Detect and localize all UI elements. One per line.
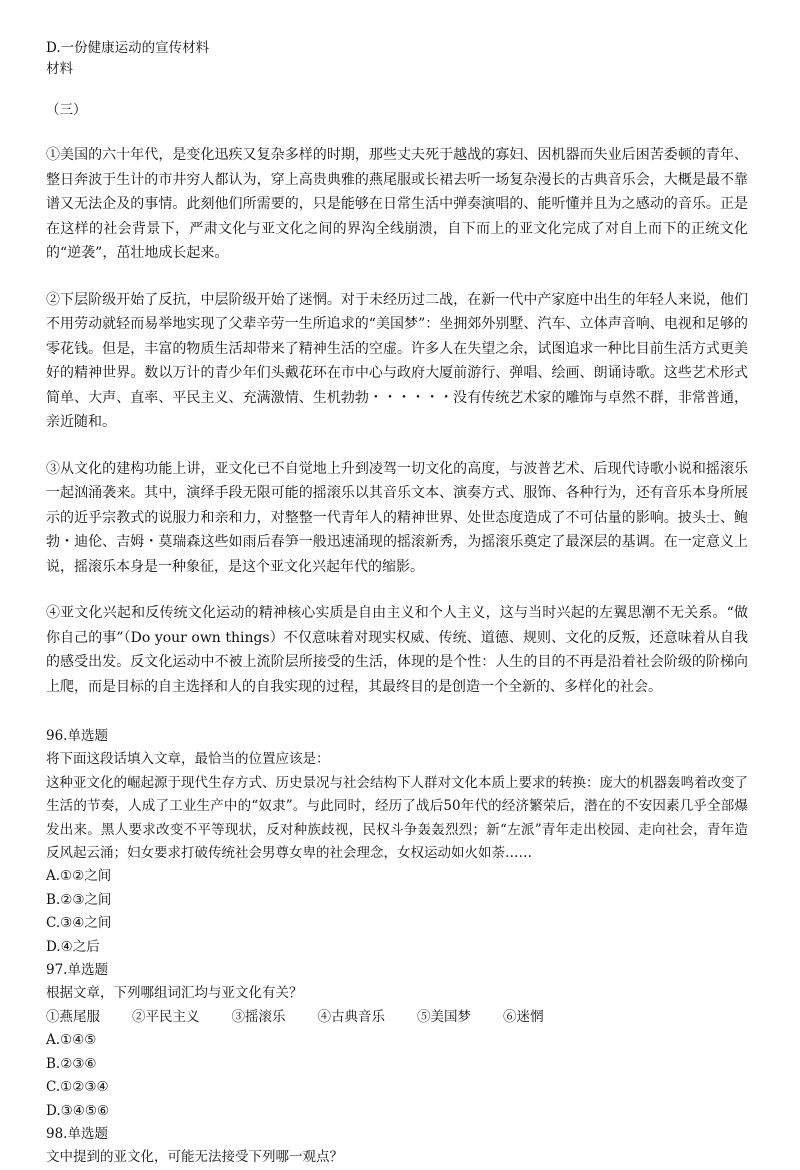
option-c[interactable]: C.③④之间 xyxy=(46,915,112,932)
paragraph-1: ①美国的六十年代，是变化迅疾又复杂多样的时期，那些丈夫死于越战的寡妇、因机器而失业后困苦委顿的青年、整日奔波于生计的市井穷人都认为，穿上高贵典雅的燕尾服或长裙去听一场复杂漫长的古典音乐会，大概是最不靠谱又无法企及的事情。此刻他们所需要的，只是能够在日常生活中弹奏演唱的、能听懂并且为之感动的音乐。正是在这样的社会背景下，严肃文化与亚文化之间的界沟全线崩溃，自下而上的亚文化完成了对自上而下的正统文化的“逆袭”，茁壮地成长起来。 xyxy=(46,147,748,261)
question-number: 96.单选题 xyxy=(46,728,108,744)
question-prompt: 将下面这段话填入文章，最恰当的位置应该是： xyxy=(46,751,330,768)
question-prompt: 根据文章，下列哪组词汇均与亚文化有关？ xyxy=(46,985,303,1002)
word-item: ③摇滚乐 xyxy=(231,1008,286,1025)
option-a[interactable]: A.①④⑤ xyxy=(46,1032,97,1049)
option-a[interactable]: A.①②之间 xyxy=(46,868,112,885)
section-label: （三） xyxy=(46,102,87,118)
option-b[interactable]: B.②③⑥ xyxy=(46,1055,97,1072)
word-item: ②平民主义 xyxy=(132,1008,200,1025)
paragraph-3: ③从文化的建构功能上讲，亚文化已不自觉地上升到凌驾一切文化的高度，与波普艺术、后现代诗歌小说和摇滚乐一起汹涌袭来。其中，演绎手段无限可能的摇滚乐以其音乐文本、演奏方式、服饰、各种行为，还有音乐本身所展示的近乎宗教式的说服力和亲和力，对整整一代青年人的精神世界、处世态度造成了不可估量的影响。披头士、鲍勃・迪伦、吉姆・莫瑞森这些如雨后春笋一般迅速涌现的摇滚新秀，为摇滚乐奠定了最深层的基调。在一定意义上说，摇滚乐本身是一种象征，是这个亚文化兴起年代的缩影。 xyxy=(46,460,748,575)
paragraph-2: ②下层阶级开始了反抗，中层阶级开始了迷惘。对于未经历过二战，在新一代中产家庭中出生的年轻人来说，他们不用劳动就轻而易举地实现了父辈辛劳一生所追求的“美国梦”：坐拥郊外别墅、汽车、立体声音响、电视和足够的零花钱。但是，丰富的物质生活却带来了精神生活的空虚。许多人在失望之余，试图追求一种比目前生活方式更美好的精神世界。数以万计的青少年们头戴花环在市中心与政府大厦前游行、弹唱、绘画、朗诵诗歌。这些艺术形式简单、大声、直率、平民主义、充满激情、生机勃勃・・・・・・没有传统艺术家的雕饰与卓然不群，非常普通，亲近随和。 xyxy=(46,291,748,430)
question-97 xyxy=(46,959,748,1123)
word-item: ⑥迷惘 xyxy=(503,1008,544,1025)
question-98 xyxy=(46,1123,748,1170)
option-c[interactable]: C.①②③④ xyxy=(46,1079,109,1096)
option-d[interactable]: D.④之后 xyxy=(46,938,100,955)
option-b[interactable]: B.②③之间 xyxy=(46,891,112,908)
question-number: 97.单选题 xyxy=(46,962,108,979)
word-item: ④古典音乐 xyxy=(317,1008,385,1025)
option-d[interactable]: D.③④⑤⑥ xyxy=(46,1102,110,1119)
word-item: ⑤美国梦 xyxy=(417,1008,471,1025)
question-passage: 这种亚文化的崛起源于现代生存方式、历史景况与社会结构下人群对文化本质上要求的转换：庞大的机器轰鸣着改变了生活的节奏，人成了工业生产中的“奴隶”。与此同时，经历了战后50年代的经济繁荣后，潜在的不安因素几乎全部爆发出来。黑人要求改变不平等现状，反对种族歧视，民权斗争轰轰烈烈；新“左派”青年走出校园、走向社会，青年造反风起云涌；妇女要求打破传统社会男尊女卑的社会理念，女权运动如火如荼…… xyxy=(46,774,748,862)
question-prompt: 文中提到的亚文化，可能无法接受下列哪一观点？ xyxy=(46,1149,343,1166)
material-label: 材料 xyxy=(46,61,73,77)
previous-option-d: D.一份健康运动的宣传材料 xyxy=(46,40,210,56)
paragraph-4: ④亚文化兴起和反传统文化运动的精神核心实质是自由主义和个人主义，这与当时兴起的左翼思潮不无关系。“做你自己的事”（Do your own things）不仅意味着对现实权威、传统、道德、规则、文化的反叛，还意味着从自我的感受出发。反文化运动中不被上流阶层所接受的生活，体现的是个性：人生的目的不再是沿着社会阶级的阶梯向上爬，而是目标的自主选择和人的自我实现的过程，其最终目的是创造一个全新的、多样化的社会。 xyxy=(46,605,748,695)
word-item: ①燕尾服 xyxy=(46,1008,100,1025)
word-items-row xyxy=(46,1006,748,1029)
question-96 xyxy=(46,725,748,959)
question-number: 98.单选题 xyxy=(46,1125,108,1142)
